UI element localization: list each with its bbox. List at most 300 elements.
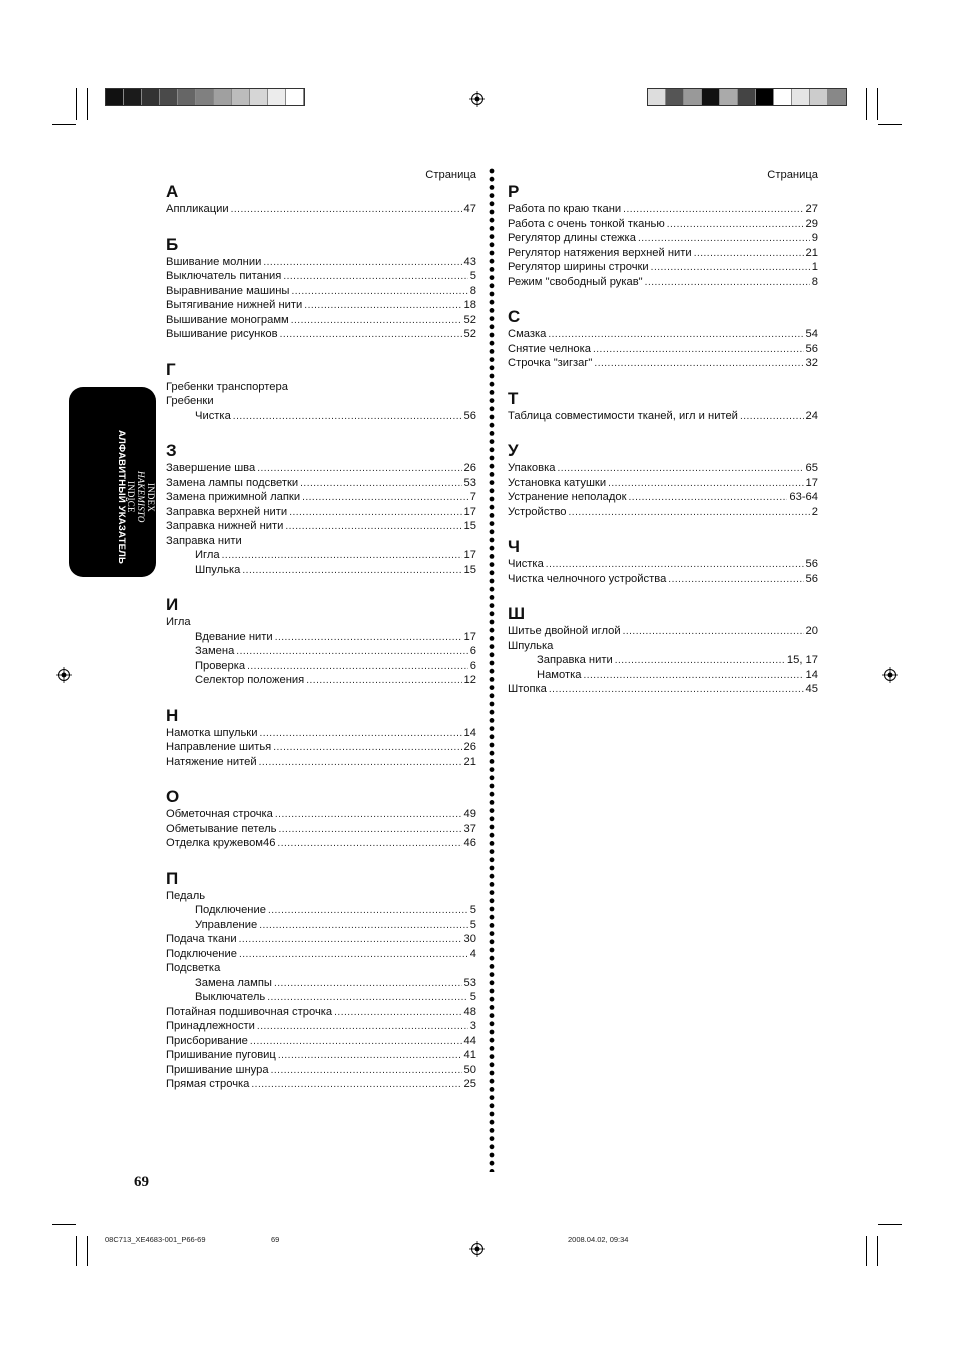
separator-dot	[490, 603, 495, 608]
entry-label: Замена прижимной лапки	[166, 491, 301, 503]
registration-target-icon	[882, 667, 898, 683]
separator-dot	[490, 324, 495, 329]
dot-leader	[548, 328, 803, 343]
dot-leader	[259, 727, 461, 742]
index-entry	[508, 246, 818, 261]
entry-page: 7	[469, 491, 476, 503]
entry-page: 20	[805, 625, 818, 637]
entry-label: Гребенки транспортера	[166, 380, 288, 393]
registration-target-icon	[469, 1241, 485, 1257]
entry-label: Пришивание шнура	[166, 1063, 269, 1076]
index-section	[166, 869, 476, 1092]
separator-dot	[490, 989, 495, 994]
index-entry	[508, 639, 818, 654]
dot-leader	[638, 232, 810, 247]
index-section	[166, 182, 476, 217]
separator-dot	[490, 423, 495, 428]
entry-page: 65	[805, 462, 818, 474]
index-section	[166, 787, 476, 851]
entry-page: 2	[811, 505, 818, 518]
dot-leader	[278, 1049, 462, 1064]
dot-leader	[274, 977, 462, 992]
separator-dot	[490, 898, 495, 903]
separator-dot	[490, 874, 495, 879]
entry-page: 21	[463, 755, 476, 768]
dot-leader	[549, 683, 804, 698]
entry-page: 14	[463, 726, 476, 739]
entry-page: 1	[811, 261, 818, 273]
entry-page: 47	[463, 203, 476, 215]
dot-leader	[236, 645, 467, 660]
entry-label: Работа по краю ткани	[508, 203, 622, 215]
crop-mark	[87, 1236, 88, 1266]
entry-label: Вытягивание нижней нити	[166, 299, 303, 311]
separator-dot	[490, 1046, 495, 1051]
section-letter: Г	[166, 359, 176, 379]
separator-dot	[490, 751, 495, 756]
dot-leader	[306, 674, 461, 689]
index-entry	[508, 327, 818, 342]
dot-leader	[285, 520, 461, 535]
index-entry	[508, 682, 818, 697]
entry-page: 15, 17	[786, 654, 818, 666]
entry-label: Выключатель питания	[166, 270, 282, 282]
section-letter: Ш	[508, 604, 526, 623]
index-entry	[508, 557, 818, 572]
entry-label: Пришивание пуговиц	[166, 1049, 276, 1061]
entry-page: 52	[463, 328, 476, 340]
dot-leader	[593, 343, 804, 358]
dot-leader	[233, 410, 462, 425]
section-letter: О	[166, 787, 180, 806]
entry-label: Выравнивание машины	[166, 284, 290, 297]
separator-dot	[490, 390, 495, 395]
separator-dot	[490, 693, 495, 698]
separator-dot	[490, 611, 495, 616]
separator-dot	[490, 1169, 495, 1172]
entry-label: Регулятор натяжения верхней нити	[508, 246, 692, 259]
entry-label: Игла	[166, 616, 191, 628]
dot-leader	[334, 1006, 461, 1021]
index-section	[508, 537, 818, 586]
separator-dot	[490, 579, 495, 584]
separator-dot	[490, 382, 495, 387]
dot-leader	[667, 218, 804, 233]
crop-mark	[87, 88, 88, 120]
page-column-header: Страница	[767, 169, 818, 181]
separator-dot	[490, 816, 495, 821]
side-tab-labels	[69, 387, 156, 577]
entry-page: 32	[805, 357, 818, 369]
index-section	[166, 441, 476, 577]
separator-dot	[490, 718, 495, 723]
entry-page: 27	[805, 203, 818, 215]
dot-leader	[291, 314, 462, 329]
entry-page: 5	[469, 991, 476, 1003]
entry-label: Штопка	[508, 683, 547, 695]
separator-dot	[490, 447, 495, 452]
separator-dot	[490, 357, 495, 362]
entry-label: Замена	[195, 645, 235, 657]
index-entry	[508, 409, 818, 424]
entry-page: 26	[463, 741, 476, 753]
entry-label: Упаковка	[508, 462, 556, 474]
index-section	[166, 706, 476, 770]
entry-label: Игла	[195, 549, 220, 561]
dot-leader	[623, 625, 804, 640]
section-letter: Н	[166, 705, 179, 725]
dot-leader	[740, 410, 804, 425]
separator-dot	[490, 792, 495, 797]
index-entry	[166, 659, 476, 674]
separator-dot	[490, 857, 495, 862]
dot-leader	[291, 285, 467, 300]
page-number: 69	[134, 1174, 149, 1190]
entry-page: 37	[463, 822, 476, 835]
index-entry	[166, 476, 476, 491]
entry-page: 9	[811, 232, 818, 244]
dot-leader	[257, 1020, 468, 1035]
entry-label: Режим "свободный рукав"	[508, 275, 643, 288]
index-entry	[166, 298, 476, 313]
separator-dot	[490, 374, 495, 379]
separator-dot	[490, 292, 495, 297]
dot-leader	[259, 756, 462, 771]
section-letter: Р	[508, 182, 520, 201]
entry-page: 54	[805, 328, 818, 340]
index-entry	[166, 740, 476, 755]
crop-mark	[878, 1224, 902, 1225]
side-tab-label: HAKEMISTO	[136, 471, 146, 523]
separator-dot	[490, 464, 495, 469]
entry-label: Устройство	[508, 505, 567, 518]
entry-page: 15	[463, 520, 476, 532]
entry-page: 6	[469, 645, 476, 657]
dot-leader	[231, 203, 462, 218]
index-entry	[508, 217, 818, 232]
index-entry	[166, 519, 476, 534]
entry-label: Обметывание петель	[166, 822, 277, 835]
separator-dot	[490, 341, 495, 346]
separator-dot	[490, 939, 495, 944]
dot-leader	[263, 256, 461, 271]
separator-dot	[490, 513, 495, 518]
separator-dot	[490, 931, 495, 936]
entry-page: 25	[463, 1078, 476, 1090]
entry-label: Шпулька	[195, 563, 241, 576]
entry-page: 56	[805, 572, 818, 585]
separator-dot	[490, 669, 495, 674]
index-entry	[166, 630, 476, 645]
index-entry	[166, 961, 476, 976]
crop-mark	[52, 1224, 76, 1225]
index-entry	[508, 202, 818, 217]
entry-label: Управление	[195, 918, 258, 931]
entry-label: Установка катушки	[508, 476, 607, 489]
entry-page: 30	[463, 933, 476, 945]
entry-page: 24	[805, 409, 818, 422]
entry-label: Прямая строчка	[166, 1078, 250, 1090]
entry-page: 14	[805, 668, 818, 681]
separator-dot	[490, 702, 495, 707]
index-entry	[508, 275, 818, 290]
dot-leader	[275, 631, 462, 646]
separator-dot	[490, 948, 495, 953]
separator-dot	[490, 316, 495, 321]
entry-page: 17	[805, 476, 818, 489]
separator-dot	[490, 1079, 495, 1084]
entry-label: Подключение	[195, 904, 266, 916]
section-letter: Т	[508, 388, 519, 408]
index-entry	[166, 836, 476, 851]
entry-label: Завершение шва	[166, 462, 256, 474]
separator-dot	[490, 1054, 495, 1059]
dot-leader	[242, 564, 461, 579]
separator-dot	[490, 1005, 495, 1010]
dot-leader	[583, 669, 803, 684]
separator-dot	[490, 472, 495, 477]
section-letter: И	[166, 595, 179, 614]
separator-dot	[490, 308, 495, 313]
separator-dot	[490, 1013, 495, 1018]
separator-dot	[490, 406, 495, 411]
separator-dot	[490, 710, 495, 715]
entry-label: Вышивание рисунков	[166, 328, 278, 340]
separator-dot	[490, 685, 495, 690]
dot-leader	[300, 477, 461, 492]
entry-label: Шпулька	[508, 639, 554, 652]
entry-label: Регулятор длины стежка	[508, 232, 636, 244]
entry-page: 5	[469, 904, 476, 916]
entry-label: Замена лампы	[195, 976, 272, 989]
index-section	[508, 389, 818, 424]
index-entry	[166, 490, 476, 505]
separator-dot	[490, 1144, 495, 1149]
dot-leader	[222, 549, 462, 564]
separator-dot	[490, 570, 495, 575]
separator-dot	[490, 890, 495, 895]
dot-leader	[557, 462, 803, 477]
separator-dot	[490, 529, 495, 534]
index-column-right	[508, 168, 818, 697]
index-entry	[508, 342, 818, 357]
entry-label: Намотка	[537, 668, 582, 681]
separator-dot	[490, 1095, 495, 1100]
index-entry	[166, 255, 476, 270]
entry-page: 63-64	[789, 491, 818, 503]
entry-label: Натяжение нитей	[166, 755, 257, 768]
entry-page: 53	[463, 476, 476, 489]
separator-dot	[490, 1103, 495, 1108]
entry-page: 5	[469, 918, 476, 931]
index-entry	[166, 1077, 476, 1092]
separator-dot	[490, 997, 495, 1002]
dot-leader	[259, 919, 468, 934]
entry-label: Таблица совместимости тканей, игл и нитей	[508, 409, 738, 422]
separator-dot	[490, 644, 495, 649]
entry-label: Устранение неполадок	[508, 491, 627, 503]
separator-dot	[490, 784, 495, 789]
separator-dot	[490, 185, 495, 190]
separator-dot	[490, 333, 495, 338]
index-entry	[508, 356, 818, 371]
crop-mark	[878, 124, 902, 125]
entry-label: Вшивание молнии	[166, 255, 262, 268]
index-entry	[166, 990, 476, 1005]
index-entry	[166, 1019, 476, 1034]
section-letter: П	[166, 868, 179, 888]
entry-label: Шитье двойной иглой	[508, 625, 621, 637]
dot-leader	[257, 462, 461, 477]
separator-dot	[490, 956, 495, 961]
index-entry	[508, 624, 818, 639]
dot-leader	[668, 573, 803, 588]
entry-page: 56	[805, 558, 818, 570]
entry-label: Направление шитья	[166, 741, 272, 753]
footer-file-name: 08C713_XE4683-001_P66-69	[105, 1235, 206, 1244]
separator-dot	[490, 775, 495, 780]
entry-page: 26	[463, 462, 476, 474]
separator-dot	[490, 1153, 495, 1158]
section-letter: Ч	[508, 537, 520, 556]
entry-label: Подача ткани	[166, 933, 237, 945]
index-entry	[166, 918, 476, 933]
crop-mark	[76, 88, 77, 120]
entry-label: Педаль	[166, 889, 206, 902]
crop-mark	[866, 1236, 867, 1266]
entry-page: 49	[463, 808, 476, 820]
dot-leader	[273, 741, 461, 756]
separator-dot	[490, 652, 495, 657]
dot-leader	[694, 247, 804, 262]
separator-dot	[490, 251, 495, 256]
dotted-column-separator	[488, 168, 496, 1172]
entry-page: 52	[463, 313, 476, 326]
entry-page: 41	[463, 1049, 476, 1061]
dot-leader	[247, 660, 468, 675]
index-entry	[166, 1048, 476, 1063]
entry-page: 6	[469, 659, 476, 672]
index-entry	[166, 327, 476, 342]
separator-dot	[490, 677, 495, 682]
entry-page: 17	[463, 505, 476, 518]
dot-leader	[608, 477, 803, 492]
entry-page: 17	[463, 549, 476, 561]
separator-dot	[490, 554, 495, 559]
separator-dot	[490, 275, 495, 280]
entry-label: Смазка	[508, 328, 547, 340]
footer-page: 69	[271, 1235, 280, 1244]
index-entry	[166, 947, 476, 962]
index-entry	[508, 653, 818, 668]
index-section	[166, 360, 476, 424]
dot-leader	[251, 1078, 461, 1093]
entry-page: 12	[463, 674, 476, 686]
separator-dot	[490, 480, 495, 485]
separator-dot	[490, 636, 495, 641]
entry-page: 56	[805, 342, 818, 355]
dot-leader	[615, 654, 785, 669]
crop-mark	[52, 124, 76, 125]
separator-dot	[490, 915, 495, 920]
entry-label: Замена лампы подсветки	[166, 476, 299, 489]
dot-leader	[277, 837, 461, 852]
separator-dot	[490, 398, 495, 403]
separator-dot	[490, 964, 495, 969]
index-entry	[166, 615, 476, 630]
index-entry	[166, 563, 476, 578]
separator-dot	[490, 923, 495, 928]
dot-leader	[645, 276, 810, 291]
entry-label: Заправка нити	[166, 534, 242, 547]
side-tab-label: INDICE	[126, 481, 136, 513]
separator-dot	[490, 1071, 495, 1076]
separator-dot	[490, 980, 495, 985]
separator-dot	[490, 242, 495, 247]
index-entry	[166, 284, 476, 299]
index-entry	[508, 231, 818, 246]
entry-label: Заправка верхней нити	[166, 505, 288, 518]
separator-dot	[490, 972, 495, 977]
entry-page: 4	[469, 947, 476, 960]
entry-label: Строчка "зигзаг"	[508, 357, 593, 369]
separator-dot	[490, 808, 495, 813]
dot-leader	[250, 1035, 462, 1050]
entry-label: Отделка кружевом46	[166, 837, 276, 849]
side-tab-label: INDEX	[146, 482, 156, 512]
separator-dot	[490, 1161, 495, 1166]
entry-label: Работа с очень тонкой тканью	[508, 217, 665, 230]
entry-page: 8	[811, 275, 818, 288]
separator-dot	[490, 1128, 495, 1133]
dot-leader	[623, 203, 803, 218]
registration-target-icon	[56, 667, 72, 683]
entry-label: Проверка	[195, 659, 246, 672]
section-letter: З	[166, 441, 177, 460]
separator-dot	[490, 726, 495, 731]
page-column-header: Страница	[425, 169, 476, 181]
separator-dot	[490, 661, 495, 666]
separator-dot	[490, 562, 495, 567]
dot-leader	[629, 491, 788, 506]
entry-page: 29	[805, 217, 818, 230]
side-tab-label: АЛФАВИТНЫЙ УКАЗАТЕЛЬ	[116, 429, 127, 565]
separator-dot	[490, 193, 495, 198]
index-entry	[166, 534, 476, 549]
index-entry	[508, 572, 818, 587]
index-entry	[166, 548, 476, 563]
separator-dot	[490, 1038, 495, 1043]
dot-leader	[278, 823, 461, 838]
entry-label: Подключение	[166, 947, 237, 960]
dot-leader	[239, 948, 468, 963]
entry-label: Регулятор ширины строчки	[508, 261, 649, 273]
index-entry	[166, 1034, 476, 1049]
index-section	[166, 595, 476, 688]
separator-dot	[490, 365, 495, 370]
separator-dot	[490, 1087, 495, 1092]
separator-dot	[490, 201, 495, 206]
dot-leader	[280, 328, 462, 343]
separator-dot	[490, 1021, 495, 1026]
color-registration-bar-left	[105, 88, 305, 106]
entry-page: 56	[463, 409, 476, 422]
entry-label: Чистка челночного устройства	[508, 572, 667, 585]
entry-label: Выключатель	[195, 991, 266, 1003]
dot-leader	[569, 506, 810, 521]
entry-page: 3	[469, 1020, 476, 1032]
separator-dot	[490, 882, 495, 887]
